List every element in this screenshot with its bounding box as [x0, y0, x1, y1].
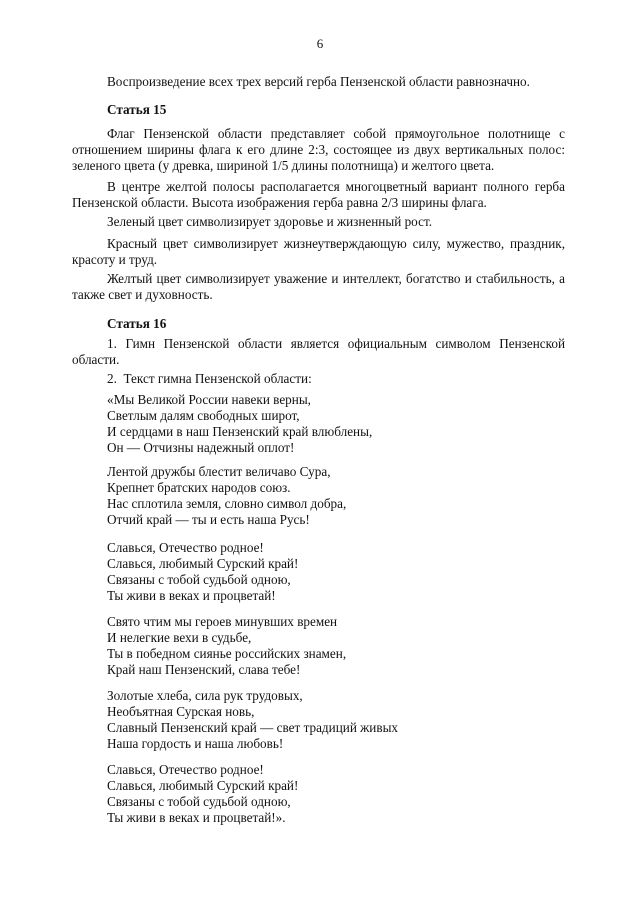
para-line: Пензенской области. Высота изображения герба равна 2/3 ширины флага. [72, 195, 487, 210]
para-line: области. [72, 352, 120, 367]
stanza-line: Славься, любимый Сурский край! [107, 556, 299, 571]
stanza-line: Отчий край — ты и есть наша Русь! [107, 512, 310, 527]
article-15-para-5 [72, 271, 565, 303]
stanza-line: Славный Пензенский край — свет традиций живых [107, 720, 399, 735]
article-15-para-2 [72, 179, 565, 211]
stanza-line: Славься, Отечество родное! [107, 762, 264, 777]
anthem-stanza-4 [107, 688, 565, 752]
para-line: 2. Текст гимна Пензенской области: [107, 371, 312, 386]
page-number: 6 [316, 36, 324, 51]
stanza-line: Свято чтим мы героев минувших времен [107, 614, 338, 629]
para-line: Желтый цвет символизирует уважение и интеллект, богатство и стабильность, а [107, 271, 565, 286]
para-line: Зеленый цвет символизирует здоровье и жизненный рост. [107, 214, 433, 229]
stanza-line: Нас сплотила земля, словно символ добра, [107, 496, 347, 511]
anthem-stanza-2 [107, 464, 565, 528]
stanza-line: Ты живи в веках и процветай! [107, 588, 276, 603]
anthem-chorus-1 [107, 540, 565, 604]
stanza-line: Край наш Пензенский, слава тебе! [107, 662, 301, 677]
stanza-line: Лентой дружбы блестит величаво Сура, [107, 464, 331, 479]
para-line: зеленого цвета (у древка, шириной 1/5 длины полотнища) и желтого цвета. [72, 158, 495, 173]
stanza-line: «Мы Великой России навеки верны, [107, 392, 311, 407]
stanza-line: Крепнет братских народов союз. [107, 480, 291, 495]
stanza-line: Наша гордость и наша любовь! [107, 736, 284, 751]
para-line: отношением ширины флага к его длине 2:3, состоящее из двух вертикальных полос: [72, 142, 565, 157]
stanza-line: Золотые хлеба, сила рук трудовых, [107, 688, 303, 703]
stanza-line: И сердцами в наш Пензенский край влюблены, [107, 424, 373, 439]
article-15-para-4 [72, 236, 565, 268]
stanza-line: И нелегкие вехи в судьбе, [107, 630, 252, 645]
article-16-para-2 [107, 371, 565, 387]
anthem-stanza-3 [107, 614, 565, 678]
para-line: Флаг Пензенской области представляет собой прямоугольное полотнище с [107, 126, 565, 141]
article-15-para-1 [72, 126, 565, 174]
para-line: 1. Гимн Пензенской области является официальным символом Пензенской [107, 336, 565, 351]
stanza-line: Славься, любимый Сурский край! [107, 778, 299, 793]
para-line: красоту и труд. [72, 252, 158, 267]
article-16-heading: Статья 16 [107, 316, 167, 331]
stanza-line: Славься, Отечество родное! [107, 540, 264, 555]
para-line: В центре желтой полосы располагается многоцветный вариант полного герба [107, 179, 565, 194]
para-line: Красный цвет символизирует жизнеутверждающую силу, мужество, праздник, [107, 236, 565, 251]
intro-paragraph [107, 74, 565, 90]
article-16-para-1 [72, 336, 565, 368]
stanza-line: Связаны с тобой судьбой одною, [107, 572, 291, 587]
intro-line: Воспроизведение всех трех версий герба Пензенской области равнозначно. [107, 74, 530, 89]
stanza-line: Светлым далям свободных широт, [107, 408, 300, 423]
anthem-chorus-2 [107, 762, 565, 826]
stanza-line: Связаны с тобой судьбой одною, [107, 794, 291, 809]
stanza-line: Ты живи в веках и процветай!». [107, 810, 286, 825]
para-line: также свет и духовность. [72, 287, 213, 302]
article-15-para-3 [107, 214, 565, 230]
stanza-line: Необъятная Сурская новь, [107, 704, 255, 719]
stanza-line: Он — Отчизны надежный оплот! [107, 440, 295, 455]
stanza-line: Ты в победном сиянье российских знамен, [107, 646, 347, 661]
anthem-stanza-1 [107, 392, 565, 456]
article-15-heading: Статья 15 [107, 102, 167, 117]
